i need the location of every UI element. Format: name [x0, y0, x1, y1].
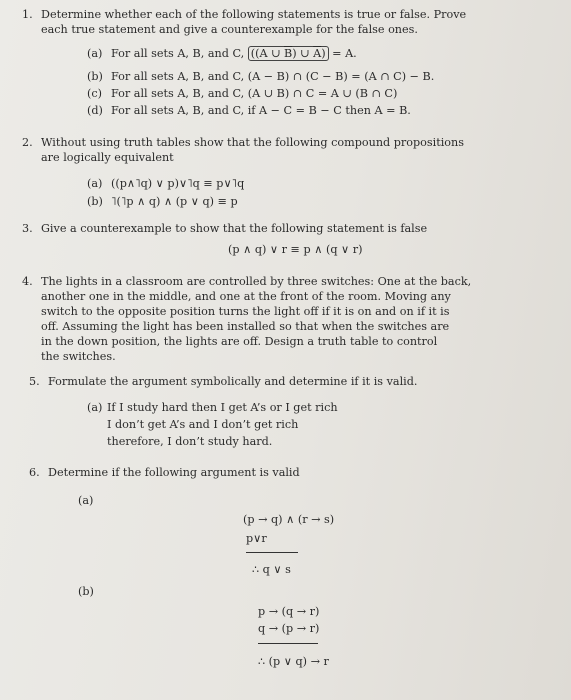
q2-a-label: (a) [87, 177, 103, 190]
q4-line: another one in the middle, and one at the front of the room. Moving any [41, 290, 451, 303]
q2-b-label: (b) [87, 195, 103, 208]
q3-formula: (p ∧ q) ∨ r ≡ p ∧ (q ∨ r) [228, 243, 363, 256]
q2-line1: Without using truth tables show that the following compound propositions [41, 136, 464, 149]
q5-a-premise: I don’t get A’s and I don’t get rich [107, 418, 299, 431]
q4-line: the switches. [41, 350, 116, 363]
q1-d-label: (d) [87, 104, 103, 117]
q6-b-conclusion: ∴ (p ∨ q) → r [258, 655, 329, 668]
q1-line2: each true statement and give a counterexample for the false ones. [41, 23, 418, 36]
q1-b-text: For all sets A, B, and C, (A − B) ∩ (C − B) = (A ∩ C) − B. [111, 70, 435, 83]
q1-a-boxed-close: ) [321, 47, 326, 60]
q1-a-item [111, 47, 357, 61]
q6-line1: Determine if the following argument is valid [48, 466, 300, 479]
q1-a-text: For all sets A, B, and C, [111, 47, 245, 60]
q2-a-text: ((p∧˥q) ∨ p)∨˥q ≡ p∨˥q [111, 177, 245, 190]
q5-line1: Formulate the argument symbolically and determine if it is valid. [48, 375, 418, 388]
q2-number: 2. [22, 136, 33, 149]
q2-line2: are logically equivalent [41, 151, 174, 164]
q1-line1: Determine whether each of the following statements is true or false. Prove [41, 8, 467, 21]
q4-line: The lights in a classroom are controlled by three switches: One at the back, [41, 275, 472, 288]
q6-a-divider [246, 552, 298, 553]
q6-a-premise1: (p → q) ∧ (r → s) [243, 513, 335, 526]
q2-b-text: ˥(˥p ∧ q) ∧ (p ∨ q) ≡ p [111, 195, 238, 208]
q3-line1: Give a counterexample to show that the following statement is false [41, 222, 428, 235]
q1-c-text: For all sets A, B, and C, (A ∪ B) ∩ C = A ∪ (B ∩ C) [111, 87, 398, 100]
q5-number: 5. [29, 375, 40, 388]
q1-b-label: (b) [87, 70, 103, 83]
q3-number: 3. [22, 222, 33, 235]
q4-line: off. Assuming the light has been installed so that when the switches are [41, 320, 450, 333]
q1-d-text: For all sets A, B, and C, if A − C = B − C then A = B. [111, 104, 411, 117]
q6-a-label: (a) [78, 494, 94, 507]
q1-a-b-complement: $\overline{B}$ [284, 47, 293, 60]
q4-number: 4. [22, 275, 33, 288]
q1-a-boxed-open: ((A ∪ [250, 47, 285, 60]
q6-number: 6. [29, 466, 40, 479]
q4-line: switch to the opposite position turns the light off if it is on and on if it is [41, 305, 450, 318]
q1-c-label: (c) [87, 87, 102, 100]
q1-a-boxed-mid: ) ∪ [292, 47, 314, 60]
q6-b-premise2: q → (p → r) [258, 622, 320, 635]
q6-a-premise2: p∨r [246, 532, 267, 545]
q1-a-a-complement: $\overline{A}$ [313, 47, 322, 60]
q6-a-conclusion: ∴ q ∨ s [252, 563, 291, 576]
q5-a-conclusion: therefore, I don’t study hard. [107, 435, 273, 448]
q1-number: 1. [22, 8, 33, 21]
q1-a-boxed-expression [248, 46, 329, 61]
q5-a-premise: If I study hard then I get A’s or I get rich [107, 401, 338, 414]
q5-a-label: (a) [87, 401, 103, 414]
q6-b-premise1: p → (q → r) [258, 605, 320, 618]
q4-line: in the down position, the lights are off. Design a truth table to control [41, 335, 438, 348]
q1-a-result: = A. [332, 47, 357, 60]
q6-b-divider [258, 643, 318, 644]
q6-b-label: (b) [78, 585, 94, 598]
q1-a-label: (a) [87, 47, 103, 60]
